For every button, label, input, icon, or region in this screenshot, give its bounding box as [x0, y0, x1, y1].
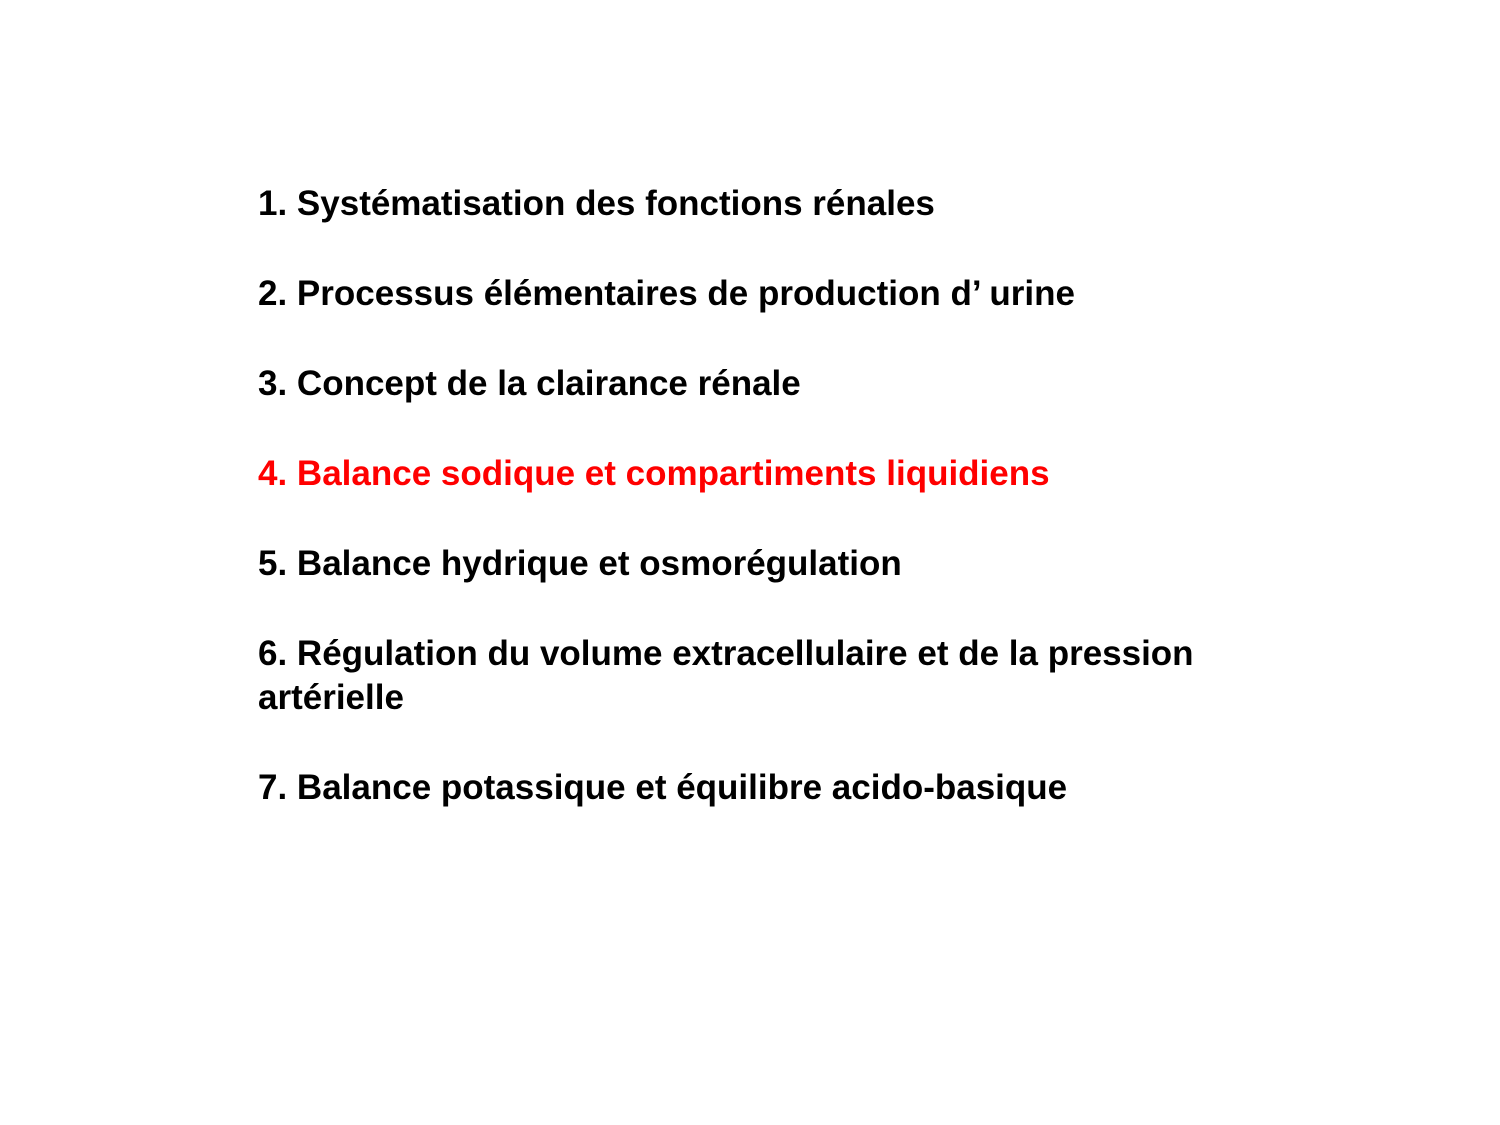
- course-outline-list: [258, 182, 1318, 856]
- outline-item-5: 5. Balance hydrique et osmorégulation: [258, 544, 902, 583]
- outline-item-3: 3. Concept de la clairance rénale: [258, 364, 801, 403]
- outline-item-2: 2. Processus élémentaires de production d’ urine: [258, 274, 1075, 313]
- outline-item-4-current: 4. Balance sodique et compartiments liquidiens: [258, 454, 1050, 493]
- outline-item-6: 6. Régulation du volume extracellulaire et de la pression artérielle: [258, 634, 1194, 717]
- outline-item-7: 7. Balance potassique et équilibre acido-basique: [258, 768, 1068, 807]
- outline-item-1: 1. Systématisation des fonctions rénales: [258, 184, 935, 223]
